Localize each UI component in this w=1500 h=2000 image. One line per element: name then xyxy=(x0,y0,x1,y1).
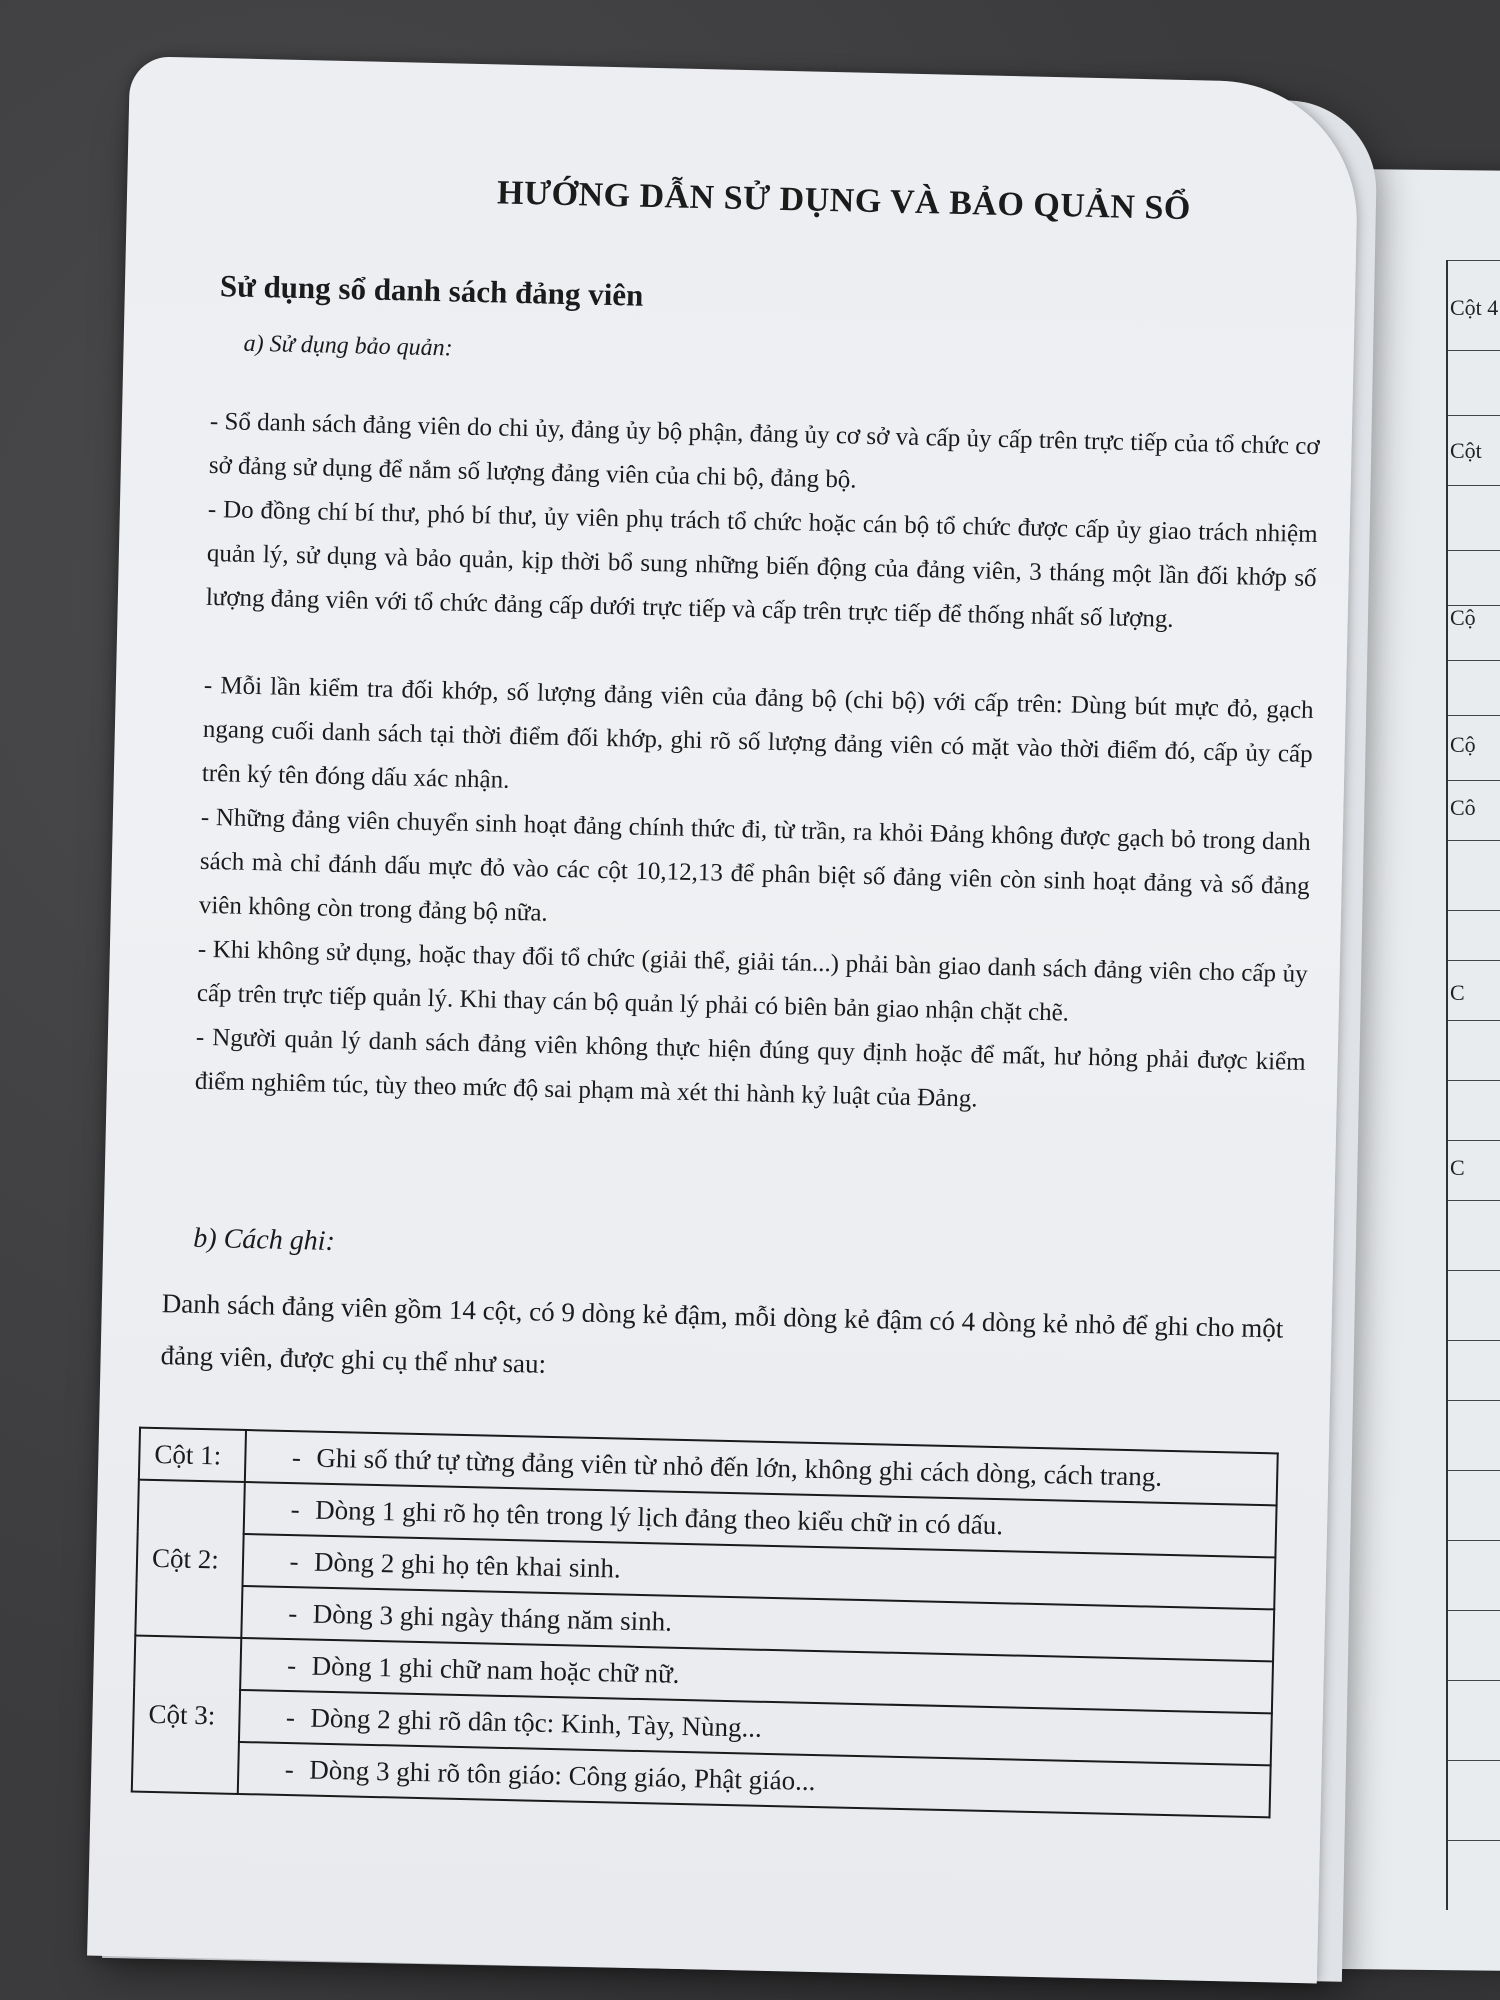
cell-text: Dòng 3 ghi rõ tôn giáo: Công giáo, Phật giáo... xyxy=(309,1754,816,1796)
cell-text: Ghi số thứ tự từng đảng viên từ nhỏ đến lớn, không ghi cách dòng, cách trang. xyxy=(316,1442,1163,1492)
next-page-label: Cột xyxy=(1450,438,1482,463)
page-title: HƯỚNG DẪN SỬ DỤNG VÀ BẢO QUẢN SỔ xyxy=(496,174,1192,228)
dash: - xyxy=(289,1545,299,1576)
paragraph: - Người quản lý danh sách đảng viên không thực hiện đúng quy định hoặc để mất, hư hỏng phải được kiểm điểm nghiêm túc, tùy theo mức độ sai phạm mà xét thi hành kỷ luật của Đảng. xyxy=(194,1023,1306,1113)
cell-text: Dòng 1 ghi rõ họ tên trong lý lịch đảng theo kiểu chữ in có dấu. xyxy=(314,1494,1004,1540)
next-page-label: Cộ xyxy=(1450,732,1476,757)
cell-text: Dòng 1 ghi chữ nam hoặc chữ nữ. xyxy=(311,1650,680,1689)
paragraph: - Mỗi lần kiểm tra đối khớp, số lượng đảng viên của đảng bộ (chi bộ) với cấp trên: Dùng bút mực đỏ, gạch ngang cuối danh sách tại thời điểm đối khớp, ghi rõ số lượng đảng viên có mặt vào thời điểm đó, cấp ủy cấp trên ký tên đóng dấu xác nhận. xyxy=(201,671,1314,794)
column-label: Cột 2: xyxy=(135,1480,245,1638)
paragraph: - Sổ danh sách đảng viên do chi ủy, đảng ủy bộ phận, đảng ủy cơ sở và cấp ủy cấp trên trực tiếp của tổ chức cơ sở đảng sử dụng để nắm số lượng đảng viên của chi bộ, đảng bộ. xyxy=(208,407,1320,494)
column-label: Cột 1: xyxy=(139,1428,246,1482)
subsection-b-heading: b) Cách ghi: xyxy=(193,1222,336,1257)
next-page-table xyxy=(1446,260,1500,1910)
paragraph: - Do đồng chí bí thư, phó bí thư, ủy viên phụ trách tổ chức hoặc cán bộ tổ chức được cấp ủy giao trách nhiệm quản lý, sử dụng và bảo quản, kịp thời bổ sung những biến động của đảng viên, 3 tháng một lần đối khớp số lượng đảng viên với tổ chức đảng cấp dưới trực tiếp và cấp trên trực tiếp để thống nhất số lượng. xyxy=(205,495,1318,633)
column-label: Cột 3: xyxy=(132,1636,242,1794)
dash: - xyxy=(290,1493,301,1524)
dash: - xyxy=(288,1597,298,1628)
next-page-label: Cột 4 xyxy=(1450,295,1499,320)
cell-text: Dòng 2 ghi rõ dân tộc: Kinh, Tày, Nùng... xyxy=(310,1702,763,1743)
document-page xyxy=(87,56,1360,1983)
dash: - xyxy=(285,1701,296,1732)
cell-text: Dòng 3 ghi ngày tháng năm sinh. xyxy=(312,1598,673,1637)
next-page-label: Cô xyxy=(1450,795,1476,820)
subsection-a-heading: a) Sử dụng bảo quản: xyxy=(243,330,453,362)
intro-paragraph: Danh sách đảng viên gồm 14 cột, có 9 dòng kẻ đậm, mỗi dòng kẻ đậm có 4 dòng kẻ nhỏ để ghi cho một đảng viên, được ghi cụ thể như sau: xyxy=(160,1288,1284,1379)
dash: - xyxy=(284,1753,295,1784)
paragraph: - Khi không sử dụng, hoặc thay đổi tổ chức (giải thể, giải tán...) phải bàn giao danh sách đảng viên cho cấp ủy cấp trên trực tiếp quản lý. Khi thay cán bộ quản lý phải có biên bản giao nhận chặt chẽ. xyxy=(196,935,1308,1027)
column-guide-table xyxy=(131,1427,1279,1819)
next-page-label: Cộ xyxy=(1450,605,1476,630)
cell-text: Dòng 2 ghi họ tên khai sinh. xyxy=(313,1546,622,1584)
next-page-label: C xyxy=(1450,1155,1465,1180)
dash: - xyxy=(286,1649,297,1680)
next-page-label: C xyxy=(1450,980,1465,1005)
dash: - xyxy=(291,1441,302,1472)
section-heading: Sử dụng sổ danh sách đảng viên xyxy=(219,268,644,313)
paragraph: - Những đảng viên chuyển sinh hoạt đảng chính thức đi, từ trần, ra khỏi Đảng không được gạch bỏ trong danh sách mà chỉ đánh dấu mực đỏ vào các cột 10,12,13 để phân biệt số đảng viên còn sinh hoạt đảng và số đảng viên không còn trong đảng bộ nữa. xyxy=(198,803,1311,927)
